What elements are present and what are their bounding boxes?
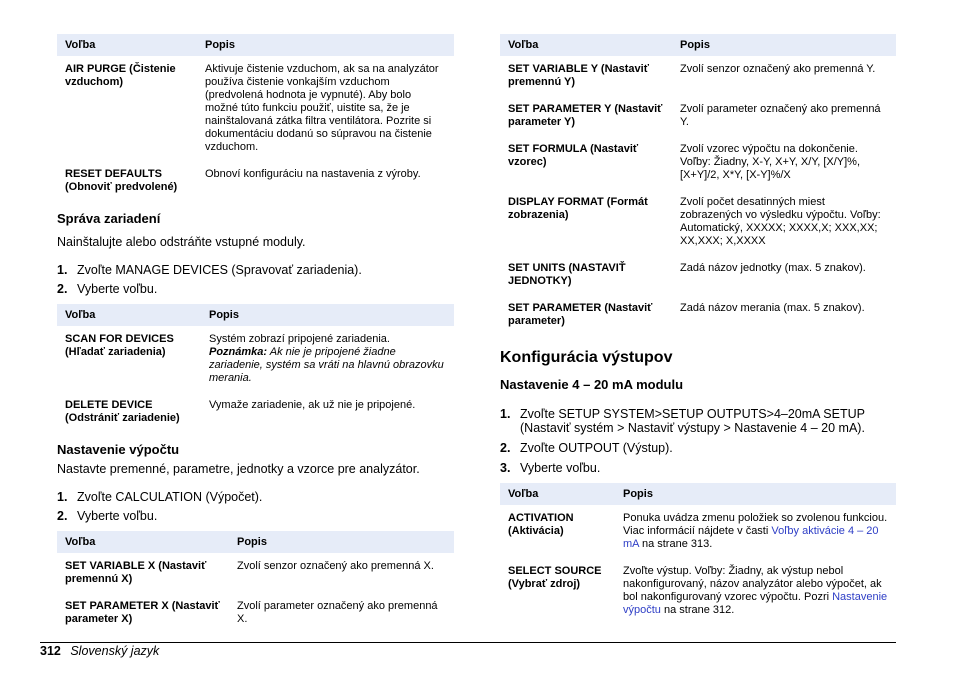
option-description: Aktivuje čistenie vzduchom, ak sa na analyzátor používa čistenie vonkajším vzduchom (predvolená hodnota je vypnuté). Aby bolo možné túto funkciu použiť, uistite sa, že je nainštalovaná zátka filtra ventilátora. Pozrite si dokumentáciu dodanú so súpravou na čistenie vzduchom.: [205, 63, 439, 153]
list-item: [57, 490, 454, 504]
step-number: 2.: [57, 509, 68, 523]
description-text: na strane 312.: [660, 604, 735, 616]
table-header-option: Voľba: [57, 304, 201, 326]
note-label: Poznámka:: [209, 346, 268, 358]
step-text: Vyberte voľbu.: [77, 282, 158, 296]
step-text: Zvoľte CALCULATION (Výpočet).: [77, 490, 263, 504]
list-item: [57, 263, 454, 277]
option-description: Vymaže zariadenie, ak už nie je pripojené.: [209, 399, 416, 411]
left-column: [57, 34, 454, 633]
option-name: SET VARIABLE Y (Nastaviť premennú Y): [508, 63, 649, 88]
option-name: DELETE DEVICE (Odstrániť zariadenie): [65, 399, 180, 424]
table-header-description: Popis: [615, 483, 896, 505]
table-row: [57, 392, 454, 432]
note-text: Ak nie je pripojené žiadne zariadenie, systém sa vráti na hlavnú obrazovku merania.: [209, 346, 444, 384]
footer-divider: [40, 642, 896, 643]
air-purge-options-table: [57, 34, 454, 201]
page-number: 312: [40, 644, 61, 658]
table-row: [57, 161, 454, 201]
list-item: [57, 509, 454, 523]
option-description: [201, 326, 454, 392]
table-row: [500, 96, 896, 136]
step-text: Vyberte voľbu.: [520, 461, 601, 475]
step-number: 1.: [500, 407, 511, 421]
option-description: Zvolí parameter označený ako premenná Y.: [680, 103, 881, 128]
table-row: [500, 295, 896, 335]
steps-list: [57, 263, 454, 296]
option-name: SET PARAMETER (Nastaviť parameter): [508, 302, 653, 327]
description-text: na strane 313.: [638, 538, 713, 550]
section-title-device-management: Správa zariadení: [57, 211, 161, 226]
table-header-description: Popis: [201, 304, 454, 326]
option-name: SELECT SOURCE (Vybrať zdroj): [508, 565, 602, 590]
option-description: Obnoví konfiguráciu na nastavenia z výroby.: [205, 168, 421, 180]
option-description: Zvolí parameter označený ako premenná X.: [237, 600, 438, 625]
option-name: AIR PURGE (Čistenie vzduchom): [65, 63, 176, 88]
section-title-calculation: Nastavenie výpočtu: [57, 442, 180, 457]
table-header-description: Popis: [229, 531, 454, 553]
option-description: Zvolí senzor označený ako premenná Y.: [680, 63, 876, 75]
steps-list: [500, 407, 896, 475]
option-description: Zvolí počet desatinných miest zobrazených vo výsledku výpočtu. Voľby: Automatický, XXXXX; XXXX,X; XXX,XX; XX,XXX; X,XXXX: [680, 196, 881, 247]
table-row: [500, 56, 896, 96]
right-column: [500, 34, 896, 624]
section-intro: Nainštalujte alebo odstráňte vstupné moduly.: [57, 235, 306, 249]
option-description: [615, 558, 896, 624]
footer-language: Slovenský jazyk: [70, 644, 160, 658]
calculation-options-table: [57, 531, 454, 633]
table-row: [500, 505, 896, 558]
option-description: [615, 505, 896, 558]
list-item: [500, 441, 896, 455]
step-text: Zvoľte OUTPOUT (Výstup).: [520, 441, 673, 455]
option-name: RESET DEFAULTS (Obnoviť predvolené): [65, 168, 178, 193]
table-row: [500, 189, 896, 255]
step-number: 3.: [500, 461, 511, 475]
step-text: Zvoľte SETUP SYSTEM>SETUP OUTPUTS>4–20mA SETUP (Nastaviť systém > Nastaviť výstupy > Nastavenie 4 – 20 mA).: [520, 407, 865, 435]
option-description: Zadá názov merania (max. 5 znakov).: [680, 302, 865, 314]
option-name: DISPLAY FORMAT (Formát zobrazenia): [508, 196, 648, 221]
table-row: [500, 255, 896, 295]
option-name: SET FORMULA (Nastaviť vzorec): [508, 143, 639, 168]
option-name: SET PARAMETER Y (Nastaviť parameter Y): [508, 103, 663, 128]
steps-list: [57, 490, 454, 523]
table-row: [57, 326, 454, 392]
section-title-output-configuration: Konfigurácia výstupov: [500, 349, 673, 366]
description-text: Zvoľte výstup. Voľby: Žiadny, ak výstup nebol nakonfigurovaný, názov analyzátor alebo výpočet, ak bol nakonfigurovaný vzorec výpočtu. Pozri: [623, 565, 882, 603]
description-text: Ponuka uvádza zmenu položiek so zvolenou funkciou. Viac informácií nájdete v časti: [623, 512, 888, 537]
step-number: 1.: [57, 490, 68, 504]
step-text: Vyberte voľbu.: [77, 509, 158, 523]
table-header-option: Voľba: [500, 34, 672, 56]
table-row: [57, 553, 454, 593]
table-header-description: Popis: [197, 34, 454, 56]
list-item: [500, 407, 896, 435]
page-footer: [40, 644, 159, 658]
step-text: Zvoľte MANAGE DEVICES (Spravovať zariadenia).: [77, 263, 362, 277]
list-item: [500, 461, 896, 475]
table-row: [500, 558, 896, 624]
list-item: [57, 282, 454, 296]
option-description: Zvolí vzorec výpočtu na dokončenie. Voľby: Žiadny, X-Y, X+Y, X/Y, [X/Y]%, [X+Y]/2, X*Y, [X-Y]%/X: [680, 143, 861, 181]
step-number: 1.: [57, 263, 68, 277]
option-name: SCAN FOR DEVICES (Hľadať zariadenia): [65, 333, 174, 358]
option-name: SET UNITS (NASTAVIŤ JEDNOTKY): [508, 262, 626, 287]
calculation-options-table-continued: [500, 34, 896, 335]
calculation-setup-link[interactable]: Nastavenie výpočtu: [623, 591, 888, 616]
step-number: 2.: [500, 441, 511, 455]
step-number: 2.: [57, 282, 68, 296]
option-name: SET PARAMETER X (Nastaviť parameter X): [65, 600, 220, 625]
output-options-table: [500, 483, 896, 624]
section-intro: Nastavte premenné, parametre, jednotky a vzorce pre analyzátor.: [57, 462, 420, 476]
subsection-title-4-20ma: Nastavenie 4 – 20 mA modulu: [500, 377, 684, 392]
table-row: [57, 56, 454, 161]
option-description: Zvolí senzor označený ako premenná X.: [237, 560, 434, 572]
table-header-option: Voľba: [500, 483, 615, 505]
table-header-option: Voľba: [57, 531, 229, 553]
table-row: [57, 593, 454, 633]
device-management-table: [57, 304, 454, 432]
description-text: Systém zobrazí pripojené zariadenia.: [209, 333, 390, 345]
activation-options-link[interactable]: Voľby aktivácie 4 – 20 mA: [623, 525, 879, 550]
table-header-description: Popis: [672, 34, 896, 56]
option-description: Zadá názov jednotky (max. 5 znakov).: [680, 262, 866, 274]
option-name: SET VARIABLE X (Nastaviť premennú X): [65, 560, 207, 585]
table-row: [500, 136, 896, 189]
table-header-option: Voľba: [57, 34, 197, 56]
option-name: ACTIVATION (Aktivácia): [508, 512, 574, 537]
